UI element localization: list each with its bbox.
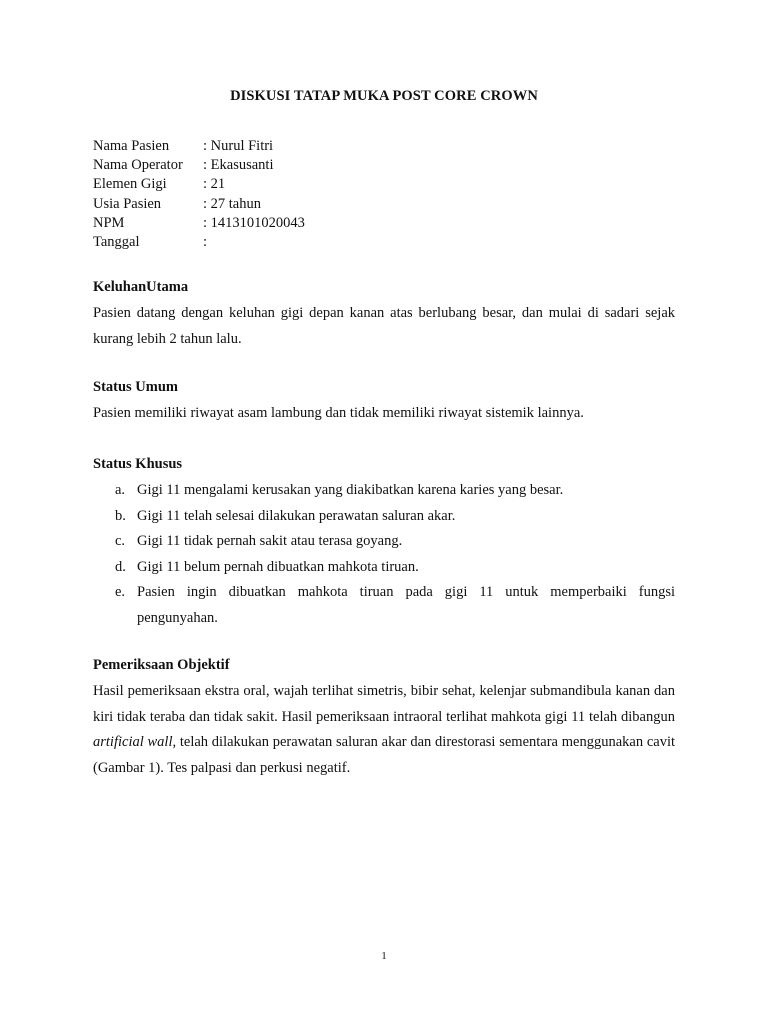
list-marker: d.: [115, 558, 126, 575]
info-label: Tanggal: [93, 234, 140, 251]
list-item: [93, 580, 675, 631]
patient-info-block: [93, 137, 305, 252]
page-number: 1: [381, 950, 387, 962]
info-label: Usia Pasien: [93, 195, 162, 212]
info-row-nama-operator: [93, 156, 305, 175]
list-marker: a.: [115, 482, 126, 498]
paragraph-text: Hasil pemeriksaan ekstra oral, wajah terlihat simetris, bibir sehat, kelenjar submandibula kanan dan kiri tidak teraba dan tidak sakit. Hasil pemeriksaan intraoral terlihat mahkota gigi 11 telah dibangun: [93, 683, 675, 725]
info-label: Nama Pasien: [93, 138, 170, 154]
info-label: NPM: [93, 214, 125, 231]
list-item: [93, 555, 675, 581]
section-heading: Pemeriksaan Objektif: [93, 657, 230, 673]
section-paragraph: Pasien memiliki riwayat asam lambung dan tidak memiliki riwayat sistemik lainnya.: [93, 405, 584, 421]
info-value: : 1413101020043: [203, 214, 305, 231]
list-item: [93, 478, 675, 504]
info-row-usia-pasien: [93, 195, 305, 214]
section-status-umum: [93, 378, 675, 427]
info-value: : Ekasusanti: [203, 157, 274, 174]
info-label: Nama Operator: [93, 157, 183, 174]
section-pemeriksaan-objektif: [93, 656, 675, 781]
info-value: : 27 tahun: [203, 195, 261, 212]
section-heading: Status Umum: [93, 379, 178, 395]
list-item: [93, 529, 675, 555]
section-heading: Status Khusus: [93, 456, 183, 472]
info-value: : 21: [203, 176, 226, 193]
info-row-nama-pasien: [93, 137, 305, 156]
section-paragraph: Pasien datang dengan keluhan gigi depan kanan atas berlubang besar, dan mulai di sadari sejak kurang lebih 2 tahun lalu.: [93, 305, 675, 347]
info-row-npm: [93, 214, 305, 233]
section-paragraph: [93, 679, 675, 781]
list-text: Gigi 11 telah selesai dilakukan perawatan saluran akar.: [137, 507, 456, 524]
list-text: Pasien ingin dibuatkan mahkota tiruan pada gigi 11 untuk memperbaiki fungsi pengunyahan.: [137, 584, 675, 626]
info-row-elemen-gigi: [93, 175, 305, 194]
paragraph-italic-term: artificial wall: [93, 734, 173, 750]
list-text: Gigi 11 tidak pernah sakit atau terasa goyang.: [137, 533, 403, 549]
section-keluhan-utama: [93, 278, 675, 352]
list-item: [93, 504, 675, 530]
list-text: Gigi 11 belum pernah dibuatkan mahkota tiruan.: [137, 558, 419, 575]
list-marker: b.: [115, 507, 126, 524]
document-title: DISKUSI TATAP MUKA POST CORE CROWN: [230, 88, 538, 104]
status-khusus-list: [93, 478, 675, 631]
section-heading: KeluhanUtama: [93, 279, 189, 295]
paragraph-text: , telah dilakukan perawatan saluran akar dan direstorasi sementara menggunakan cavit (Gambar 1). Tes palpasi dan perkusi negatif.: [93, 734, 675, 776]
list-marker: c.: [115, 533, 126, 549]
list-text: Gigi 11 mengalami kerusakan yang diakibatkan karena karies yang besar.: [137, 482, 564, 498]
section-status-khusus: [93, 455, 675, 631]
info-value: : Nurul Fitri: [203, 138, 274, 154]
list-marker: e.: [115, 584, 126, 600]
info-row-tanggal: [93, 233, 305, 252]
info-value: :: [203, 234, 208, 251]
info-label: Elemen Gigi: [93, 176, 167, 193]
